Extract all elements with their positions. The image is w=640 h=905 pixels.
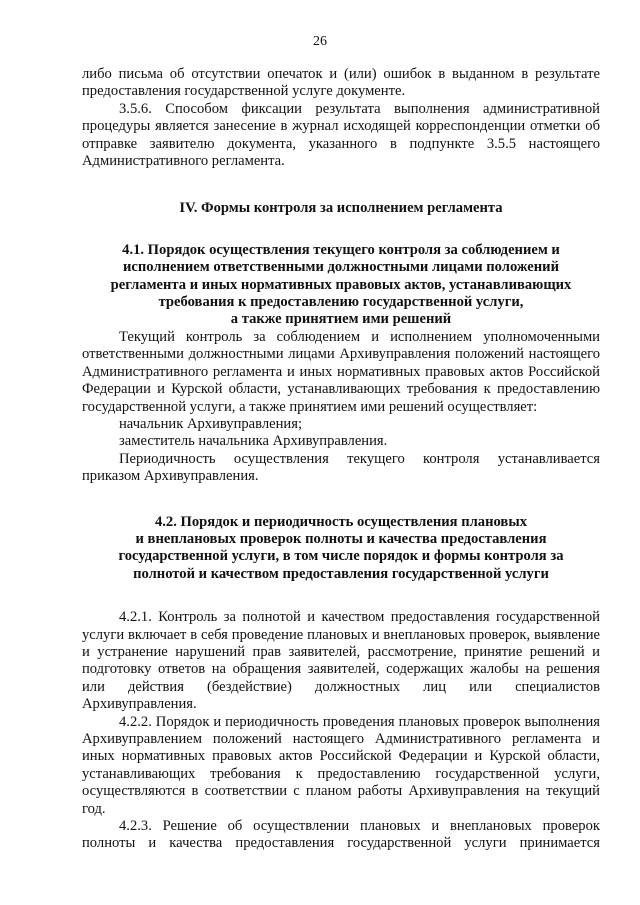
paragraph-3-5-6: 3.5.6. Способом фиксации результата выполнения административной процедуры является занесение в журнал исходящей корреспонденции отметки об отправке заявителю документа, указанного в подпункте 3.5.5 настоящего Административного регламента. [82, 100, 600, 170]
heading-4-2 [82, 514, 600, 584]
paragraph-periodicity: Периодичность осуществления текущего контроля устанавливается приказом Архивуправления. [82, 450, 600, 485]
heading-4-2-line: 4.2. Порядок и периодичность осуществления плановых [154, 513, 528, 530]
list-item-deputy: заместитель начальника Архивуправления. [119, 433, 388, 450]
heading-4-2-line: государственной услуги, в том числе порядок и формы контроля за [118, 548, 564, 565]
heading-4-2-line: полнотой и качеством предоставления государственной услуги [133, 565, 549, 582]
page-number: 26 [313, 34, 327, 49]
heading-4-1-line: 4.1. Порядок осуществления текущего контроля за соблюдением и [122, 241, 560, 258]
paragraph-intro-continuation: либо письма об отсутствии опечаток и (или) ошибок в выданном в результате предоставления государственной услуге документе. [82, 66, 600, 100]
heading-4-1-line: исполнением ответственными должностными лицами положений [123, 259, 559, 276]
section-iv-title: IV. Формы контроля за исполнением регламента [179, 200, 503, 217]
heading-4-1-line: а также принятием ими решений [230, 311, 452, 328]
heading-4-2-line: и внеплановых проверок полноты и качества предоставления [135, 530, 547, 547]
document-body [82, 66, 600, 853]
paragraph-4-2-1: 4.2.1. Контроль за полнотой и качеством предоставления государственной услуги включает в себя проведение плановых и внеплановых проверок, выявление и устранение нарушений прав заявителей, рассмотрение, принятие решений и подготовку ответов на обращения заявителей, содержащих жалобы на решения или действия (бездействие) должностных лиц или специалистов Архивуправления. [82, 609, 600, 713]
heading-4-1-line: регламента и иных нормативных правовых актов, устанавливающих [110, 276, 572, 293]
paragraph-4-2-3: 4.2.3. Решение об осуществлении плановых и внеплановых проверок полноты и качества предоставления государственной услуги принимается [82, 818, 600, 852]
paragraph-4-1-body: Текущий контроль за соблюдением и исполнением уполномоченными ответственными должностными лицами Архивуправления положений настоящего Административного регламента и иных нормативных правовых актов Российской Федерации и Курской области, устанавливающих требования к предоставлению государственной услуги, а также принятием ими решений осуществляет: [82, 328, 600, 415]
heading-4-1-line: требования к предоставлению государственной услуги, [158, 294, 524, 311]
heading-4-1 [82, 242, 600, 329]
paragraph-4-2-2: 4.2.2. Порядок и периодичность проведения плановых проверок выполнения Архивуправлением положений настоящего Административного регламента и иных нормативных правовых актов Российской Федерации и Курской области, устанавливающих требования к предоставлению государственной услуги, осуществляются в соответствии с планом работы Архивуправления на текущий год. [82, 713, 600, 817]
list-item-head: начальник Архивуправления; [119, 415, 303, 432]
